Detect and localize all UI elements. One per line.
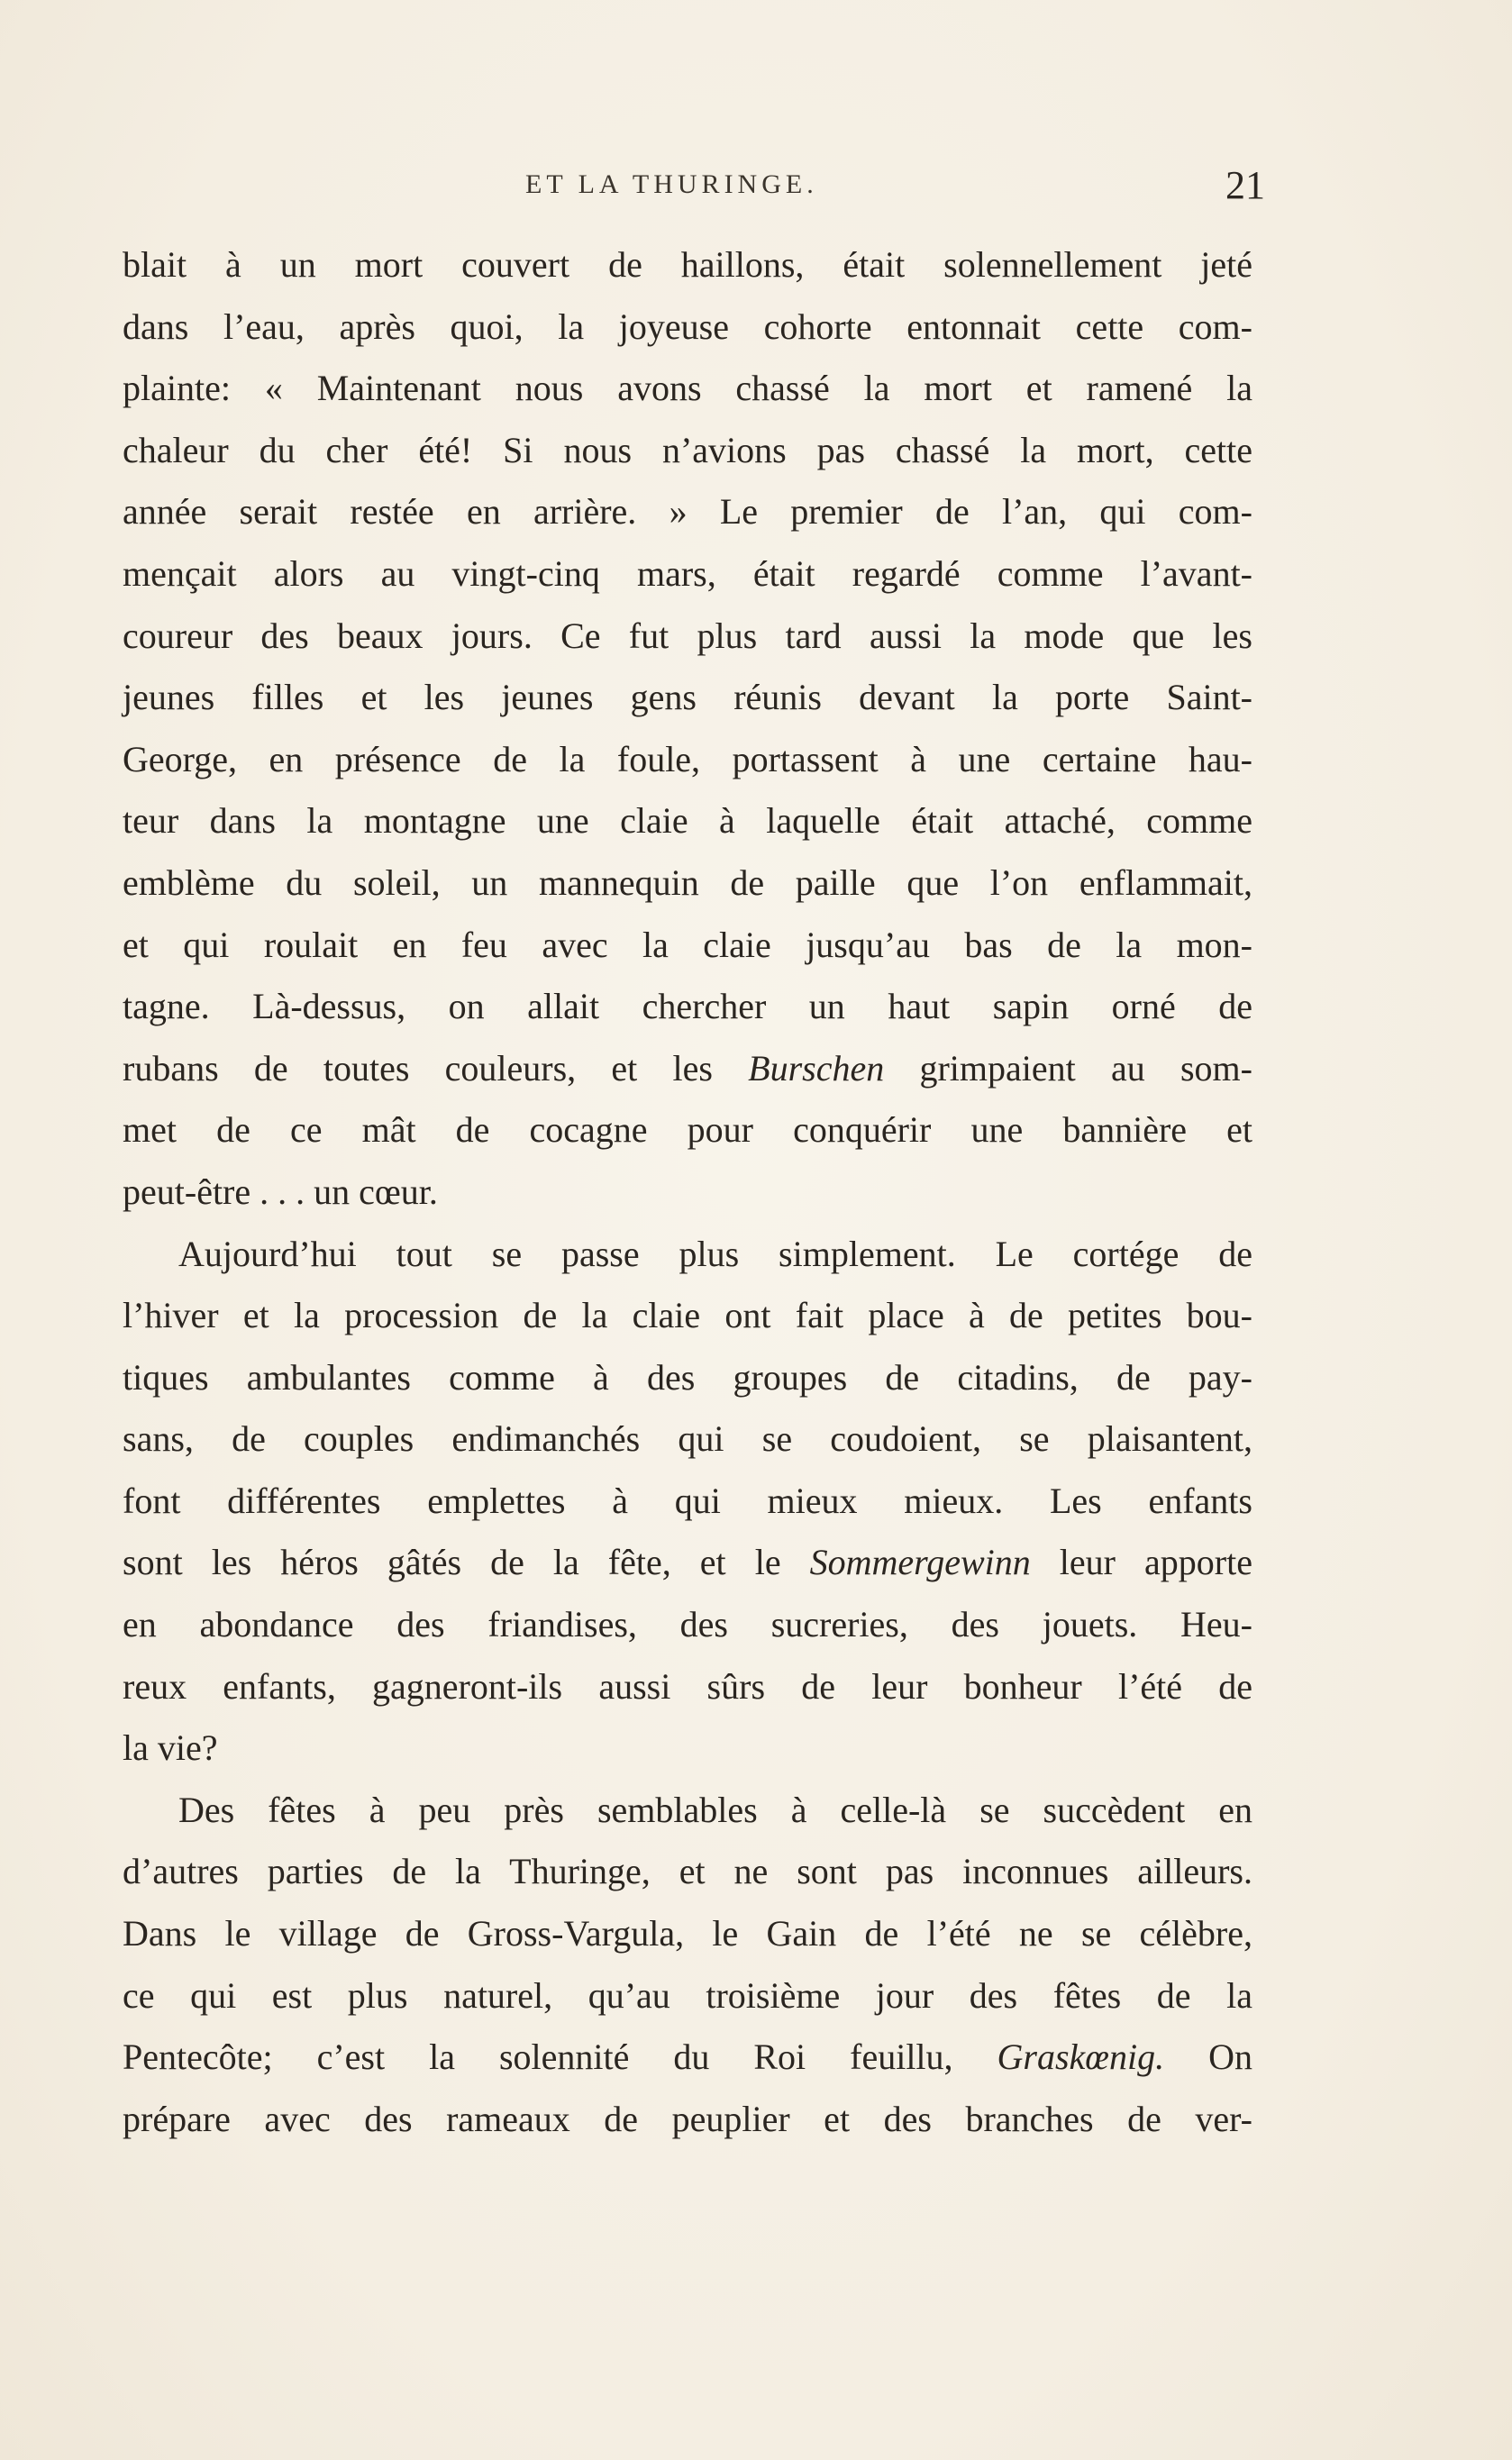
text-run: prépare avec des rameaux de peuplier et des branches de ver- (123, 2098, 1252, 2139)
text-line (123, 1841, 1252, 1903)
text-run: sans, de couples endimanchés qui se coudoient, se plaisantent, (123, 1418, 1252, 1460)
page-number: 21 (1225, 163, 1265, 207)
text-run: teur dans la montagne une claie à laquelle était attaché, comme (123, 800, 1252, 842)
running-head (0, 164, 1512, 218)
text-line (123, 1471, 1252, 1533)
text-line (123, 915, 1252, 977)
italic-term: Burschen (748, 1047, 885, 1089)
text-run: tagne. Là-dessus, on allait chercher un haut sapin orné de (123, 986, 1252, 1027)
text-line (123, 358, 1252, 420)
text-line (123, 1594, 1252, 1656)
text-run: en abondance des friandises, des sucreries, des jouets. Heu- (123, 1604, 1252, 1645)
text-run: plainte: « Maintenant nous avons chassé la mort et ramené la (123, 368, 1252, 409)
text-line (123, 790, 1252, 852)
text-line (123, 234, 1252, 296)
text-line (123, 1347, 1252, 1409)
text-run: Des fêtes à peu près semblables à celle-là se succèdent en (178, 1789, 1252, 1830)
running-head-title: ET LA THURINGE. (525, 169, 818, 199)
text-run: On (1164, 2036, 1252, 2078)
text-run: grimpaient au som- (884, 1047, 1252, 1089)
text-run: et qui roulait en feu avec la claie jusqu’au bas de la mon- (123, 924, 1252, 965)
italic-term: Sommergewinn (809, 1542, 1031, 1583)
text-run: sont les héros gâtés de la fête, et le (123, 1542, 810, 1583)
text-line (123, 1656, 1252, 1718)
text-run: Pentecôte; c’est la solennité du Roi feuillu, (123, 2036, 997, 2078)
text-line (123, 1717, 1252, 1780)
text-line (123, 976, 1252, 1038)
text-line (123, 729, 1252, 791)
text-line (123, 543, 1252, 606)
text-line (123, 1162, 1252, 1224)
text-line (123, 1224, 1252, 1286)
text-run: peut-être . . . un cœur. (123, 1171, 438, 1212)
text-run: coureur des beaux jours. Ce fut plus tard aussi la mode que les (123, 615, 1252, 656)
text-line (123, 296, 1252, 359)
text-run: met de ce mât de cocagne pour conquérir une bannière et (123, 1109, 1252, 1151)
text-run: emblème du soleil, un mannequin de paille que l’on enflammait, (123, 861, 1252, 903)
text-line (123, 1780, 1252, 1842)
text-run: d’autres parties de la Thuringe, et ne sont pas inconnues ailleurs. (123, 1851, 1252, 1892)
text-line (123, 2027, 1252, 2089)
text-run: blait à un mort couvert de haillons, était solennellement jeté (123, 244, 1252, 285)
text-run: rubans de toutes couleurs, et les (123, 1047, 749, 1089)
text-run: font différentes emplettes à qui mieux mieux. Les enfants (123, 1480, 1252, 1521)
text-line (123, 420, 1252, 482)
text-run: George, en présence de la foule, portassent à une certaine hau- (123, 738, 1252, 779)
text-run: chaleur du cher été! Si nous n’avions pas chassé la mort, cette (123, 429, 1252, 470)
text-run: l’hiver et la procession de la claie ont fait place à de petites bou- (123, 1295, 1252, 1336)
text-line (123, 667, 1252, 729)
text-line (123, 2089, 1252, 2151)
text-run: ce qui est plus naturel, qu’au troisième jour des fêtes de la (123, 1974, 1252, 2016)
text-line (123, 1408, 1252, 1471)
text-line (123, 481, 1252, 543)
text-run: Dans le village de Gross-Vargula, le Gain de l’été ne se célèbre, (123, 1913, 1252, 1954)
text-line (123, 1903, 1252, 1965)
text-line (123, 606, 1252, 668)
text-run: tiques ambulantes comme à des groupes de citadins, de pay- (123, 1356, 1252, 1398)
text-run: la vie? (123, 1727, 218, 1769)
text-run: mençait alors au vingt-cinq mars, était regardé comme l’avant- (123, 552, 1252, 594)
text-line (123, 1285, 1252, 1347)
text-line (123, 1038, 1252, 1100)
text-run: Aujourd’hui tout se passe plus simplement. Le cortége de (178, 1233, 1252, 1274)
text-line (123, 852, 1252, 915)
text-line (123, 1532, 1252, 1594)
text-run: année serait restée en arrière. » Le premier de l’an, qui com- (123, 491, 1252, 533)
body-text (123, 234, 1252, 2150)
text-run: reux enfants, gagneront-ils aussi sûrs de leur bonheur l’été de (123, 1665, 1252, 1707)
text-run: dans l’eau, après quoi, la joyeuse cohorte entonnait cette com- (123, 305, 1252, 347)
text-run: leur apporte (1030, 1542, 1252, 1583)
text-run: jeunes filles et les jeunes gens réunis devant la porte Saint- (123, 677, 1252, 718)
italic-term: Graskœnig. (997, 2036, 1165, 2078)
text-line (123, 1099, 1252, 1162)
text-line (123, 1965, 1252, 2027)
